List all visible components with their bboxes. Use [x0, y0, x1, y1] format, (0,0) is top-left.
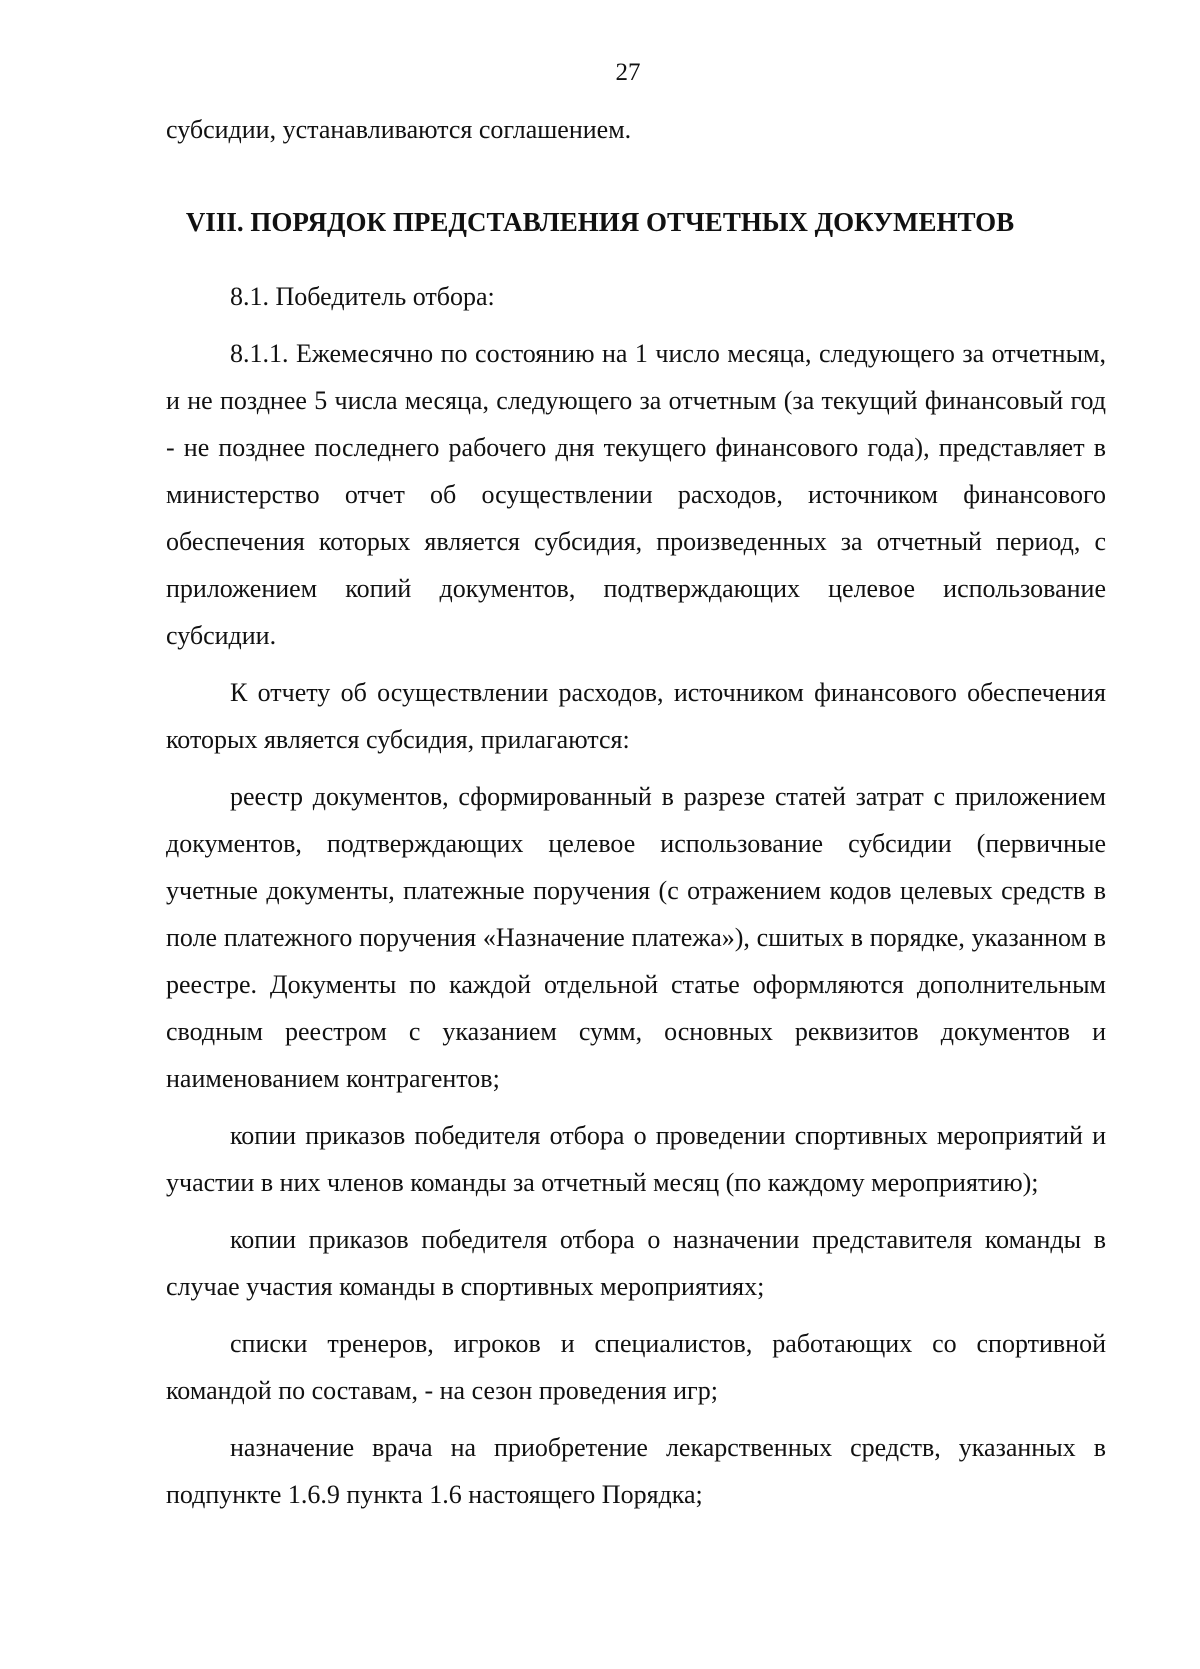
paragraph-event-orders: копии приказов победителя отбора о проведении спортивных мероприятий и участии в них членов команды за отчетный месяц (по каждому мероприятию); [166, 1121, 1106, 1197]
body-text [166, 273, 1106, 1528]
paragraph-report-attachments: К отчету об осуществлении расходов, источником финансового обеспечения которых является субсидия, прилагаются: [166, 678, 1106, 754]
paragraph-representative-orders: копии приказов победителя отбора о назначении представителя команды в случае участия команды в спортивных мероприятиях; [166, 1225, 1106, 1301]
section-heading: VIII. ПОРЯДОК ПРЕДСТАВЛЕНИЯ ОТЧЕТНЫХ ДОКУМЕНТОВ [185, 207, 1015, 237]
paragraph-8-1: 8.1. Победитель отбора: [230, 282, 495, 311]
page-number: 27 [615, 59, 641, 86]
paragraph-8-1-1: 8.1.1. Ежемесячно по состоянию на 1 число месяца, следующего за отчетным, и не позднее 5 числа месяца, следующего за отчетным (за текущий финансовый год - не позднее последнего рабочего дня текущего финансового года), представляет в министерство отчет об осуществлении расходов, источником финансового обеспечения которых является субсидия, произведенных за отчетный период, с приложением копий документов, подтверждающих целевое использование субсидии. [166, 339, 1106, 650]
lead-line: субсидии, устанавливаются соглашением. [166, 115, 632, 144]
paragraph-doctor-prescription: назначение врача на приобретение лекарственных средств, указанных в подпункте 1.6.9 пункта 1.6 настоящего Порядка; [166, 1433, 1106, 1509]
paragraph-registry: реестр документов, сформированный в разрезе статей затрат с приложением документов, подтверждающих целевое использование субсидии (первичные учетные документы, платежные поручения (с отражением кодов целевых средств в поле платежного поручения «Назначение платежа»), сшитых в порядке, указанном в реестре. Документы по каждой отдельной статье оформляются дополнительным сводным реестром с указанием сумм, основных реквизитов документов и наименованием контрагентов; [166, 782, 1106, 1093]
paragraph-staff-lists: списки тренеров, игроков и специалистов, работающих со спортивной командой по составам, - на сезон проведения игр; [166, 1329, 1106, 1405]
